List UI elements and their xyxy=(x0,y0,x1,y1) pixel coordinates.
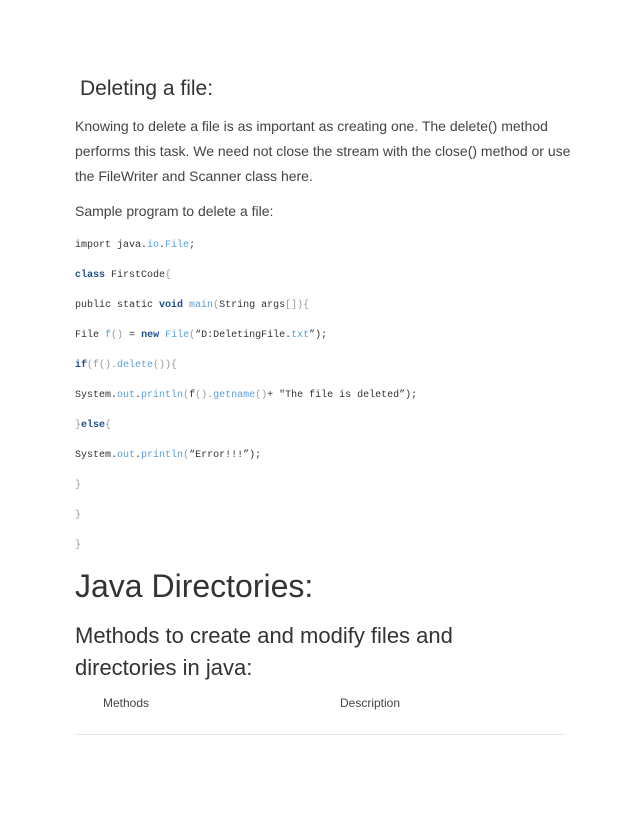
code-token: “D:DeletingFile. xyxy=(195,330,292,341)
code-token: { xyxy=(165,270,172,281)
code-token: “Error!!!”); xyxy=(189,450,262,461)
code-token: out xyxy=(117,450,136,461)
code-token: []){ xyxy=(285,300,310,311)
code-line xyxy=(75,536,595,566)
code-token: ( xyxy=(183,450,190,461)
code-line xyxy=(75,386,595,416)
code-token: new xyxy=(141,330,160,341)
code-token: ( xyxy=(183,390,190,401)
code-token: class xyxy=(75,270,106,281)
code-token: getname xyxy=(213,390,256,401)
code-token: System. xyxy=(75,390,118,401)
code-token: out xyxy=(117,390,136,401)
code-line xyxy=(75,446,595,476)
code-token: System. xyxy=(75,450,118,461)
code-token: txt xyxy=(291,330,310,341)
code-token: delete xyxy=(117,360,154,371)
code-token: FirstCode xyxy=(105,270,166,281)
code-token: + "The file is deleted”); xyxy=(267,390,418,401)
code-token: println xyxy=(141,450,184,461)
code-token: ( xyxy=(189,330,196,341)
code-line xyxy=(75,326,595,356)
code-line xyxy=(75,416,595,446)
code-token: (). xyxy=(195,390,214,401)
sample-program-label: Sample program to delete a file: xyxy=(75,203,274,219)
code-token: f xyxy=(105,330,112,341)
code-line xyxy=(75,296,595,326)
code-token: } xyxy=(75,540,82,551)
intro-paragraph: Knowing to delete a file is as important as creating one. The delete() method performs this task. We need not close the stream with the close() method or use the FileWriter and Scanner class here. xyxy=(75,118,571,184)
code-token: ”); xyxy=(309,330,328,341)
code-token: import java. xyxy=(75,240,148,251)
methods-table-header xyxy=(75,692,565,735)
code-token: . xyxy=(135,390,142,401)
code-token: void xyxy=(159,300,184,311)
code-token: { xyxy=(105,420,112,431)
code-token: ; xyxy=(189,240,196,251)
code-token: = xyxy=(129,330,142,341)
code-line xyxy=(75,506,595,536)
code-token: io xyxy=(147,240,160,251)
code-token: if xyxy=(75,360,88,371)
code-token: (f(). xyxy=(87,360,118,371)
methods-heading: Methods to create and modify files and directories in java: xyxy=(75,623,453,680)
code-token: println xyxy=(141,390,184,401)
code-token: () xyxy=(255,390,268,401)
code-line xyxy=(75,236,595,266)
code-token: String args xyxy=(219,300,286,311)
section-heading-deleting-file: Deleting a file: xyxy=(80,77,214,100)
code-token: else xyxy=(81,420,106,431)
java-directories-heading: Java Directories: xyxy=(75,568,314,604)
code-token: } xyxy=(75,420,82,431)
code-token: File xyxy=(165,240,190,251)
code-token: . xyxy=(159,240,166,251)
code-token: main xyxy=(189,300,214,311)
code-token: } xyxy=(75,510,82,521)
table-header-methods: Methods xyxy=(103,696,150,710)
code-token: } xyxy=(75,480,82,491)
code-token: f xyxy=(189,390,196,401)
code-token: () xyxy=(111,330,130,341)
code-line xyxy=(75,266,595,296)
code-block xyxy=(75,236,595,566)
code-line xyxy=(75,476,595,506)
code-token: File xyxy=(75,330,106,341)
code-token: ()){ xyxy=(153,360,178,371)
table-header-description: Description xyxy=(340,696,401,710)
code-token: File xyxy=(165,330,190,341)
code-token: . xyxy=(135,450,142,461)
code-token: public static xyxy=(75,300,160,311)
code-token: ( xyxy=(213,300,220,311)
code-line xyxy=(75,356,595,386)
